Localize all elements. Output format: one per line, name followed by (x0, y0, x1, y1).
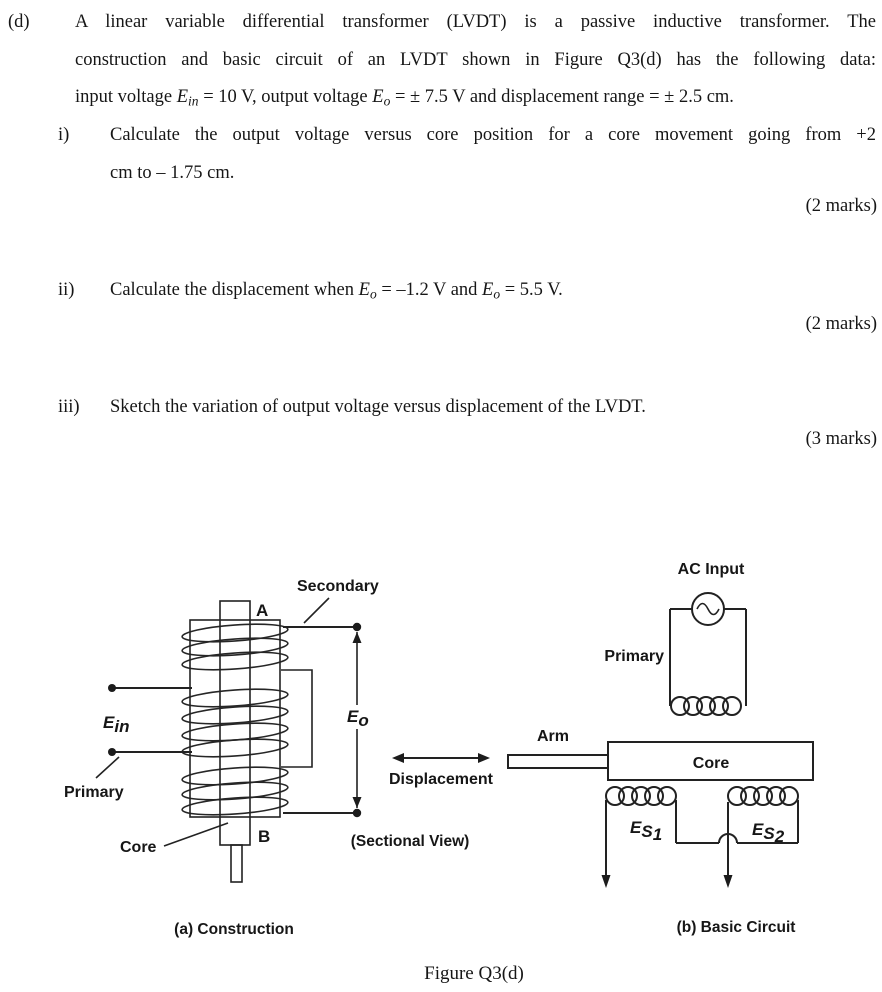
primary-coil (671, 697, 741, 715)
item-iii (0, 389, 882, 427)
input-terminal-dot (108, 684, 116, 692)
point-b-label: B (258, 827, 271, 846)
intro-line3-text: = ± 7.5 V and displacement range = ± 2.5 cm. (390, 87, 734, 108)
core-label: Core (692, 755, 730, 772)
es2-label: ES2 (752, 820, 785, 846)
output-terminal-dot (353, 809, 361, 817)
secondary-coil-1 (606, 787, 676, 805)
intro-line-2: construction and basic circuit of an LVDT shown in Figure Q3(d) has the following data: (75, 49, 876, 70)
figure-caption: Figure Q3(d) (424, 963, 524, 984)
eo-symbol: E (372, 87, 384, 108)
eo-symbol: E (482, 280, 494, 300)
eo-label: Eo (347, 707, 369, 730)
primary-pointer-line (96, 757, 119, 778)
secondary-winding-top (182, 621, 289, 672)
arm-label: Arm (536, 728, 570, 745)
ein-label: Ein (103, 713, 130, 736)
ac-input-label: AC Input (677, 561, 745, 578)
item-i-marks: (2 marks) (805, 196, 877, 216)
item-i-number: i) (58, 125, 70, 145)
arrow-right-icon (478, 753, 490, 763)
secondary-pointer-line (304, 598, 329, 623)
item-ii-number: ii) (58, 280, 75, 300)
core-label: Core (120, 839, 157, 856)
primary-label: Primary (604, 648, 664, 665)
intro-paragraph (75, 4, 876, 120)
item-ii (0, 272, 882, 313)
secondary-coil-2 (728, 787, 798, 805)
sectional-view-label: (Sectional View) (350, 833, 470, 850)
input-terminal-dot (108, 748, 116, 756)
ein-symbol: E (176, 87, 189, 108)
basic-circuit-caption: (b) Basic Circuit (676, 919, 796, 936)
arrow-down-icon (602, 875, 611, 888)
item-ii-text: = 5.5 V. (500, 280, 563, 300)
output-terminal-dot (353, 623, 361, 631)
primary-winding (182, 686, 289, 759)
eo-symbol: E (358, 280, 370, 300)
item-ii-text: = –1.2 V and (376, 280, 483, 300)
basic-circuit-diagram (508, 561, 813, 936)
item-iii-line: Sketch the variation of output voltage versus displacement of the LVDT. (110, 397, 646, 417)
eo-subscript: o (383, 93, 391, 109)
item-ii-line (110, 272, 876, 313)
core-stem (231, 845, 242, 882)
intro-line3-text: input voltage (75, 87, 177, 108)
part-label: (d) (8, 12, 30, 32)
secondary-link-bracket (281, 670, 312, 767)
es1-label: ES1 (630, 818, 663, 844)
core-pointer-line (164, 823, 228, 846)
ein-subscript: in (188, 93, 199, 109)
item-iii-marks: (3 marks) (805, 429, 877, 449)
arrow-left-icon (392, 753, 404, 763)
intro-line3-text: = 10 V, output voltage (198, 87, 373, 108)
item-i-line-1: Calculate the output voltage versus core position for a core movement going from +2 (110, 125, 876, 145)
arrow-up-icon (353, 632, 362, 643)
eo-subscript: o (493, 286, 501, 302)
arm-rod (508, 755, 608, 768)
item-iii-number: iii) (58, 397, 80, 417)
item-i (0, 117, 882, 192)
construction-diagram (64, 578, 494, 938)
arrow-down-icon (353, 797, 362, 808)
eo-subscript: o (369, 286, 377, 302)
item-i-line-2: cm to – 1.75 cm. (110, 162, 235, 183)
secondary-label: Secondary (297, 578, 379, 595)
item-ii-marks: (2 marks) (805, 314, 877, 334)
item-ii-text: Calculate the displacement when (110, 280, 359, 300)
intro-line-1: A linear variable differential transformer (LVDT) is a passive inductive transformer. The (75, 12, 876, 32)
figure-q3d (0, 530, 882, 992)
secondary-winding-bottom (182, 764, 289, 817)
primary-label: Primary (64, 784, 124, 801)
arrow-down-icon (724, 875, 733, 888)
displacement-label: Displacement (388, 771, 494, 788)
sine-wave-icon (697, 604, 719, 615)
point-a-label: A (256, 601, 269, 620)
construction-caption: (a) Construction (174, 921, 294, 938)
intro-line-3 (75, 79, 876, 120)
